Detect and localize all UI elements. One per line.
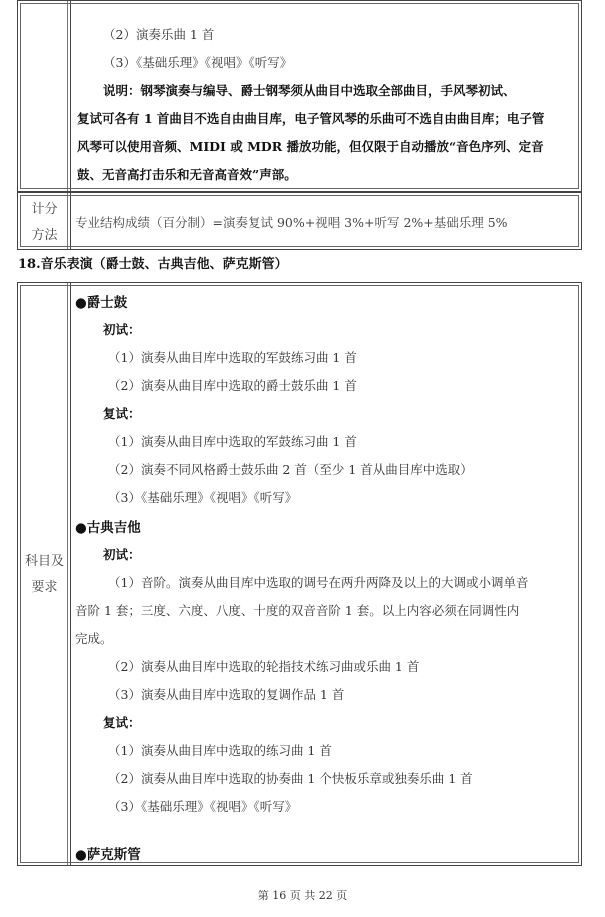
subject-label-line: 要求 — [31, 580, 58, 595]
section-heading: 18.音乐表演（爵士鼓、古典吉他、萨克斯管） — [18, 257, 288, 272]
list-item: （2）演奏从曲目库中选取的爵士鼓乐曲 1 首 — [108, 378, 357, 393]
list-item: （2）演奏从曲目库中选取的协奏曲 1 个快板乐章或独奏乐曲 1 首 — [108, 771, 473, 786]
scoring-content — [73, 193, 581, 249]
subject-label-cell — [18, 283, 71, 865]
scale-line: （1）音阶。演奏从曲目库中选取的调号在两升两降及以上的大调或小调单音 — [108, 575, 529, 590]
list-item: （2）演奏不同风格爵士鼓乐曲 2 首（至少 1 首从曲目库中选取） — [108, 462, 473, 477]
final-title: 复试： — [103, 715, 141, 730]
page-footer: 第 16 页 共 22 页 — [257, 889, 348, 902]
note-line: 说明：钢琴演奏与编导、爵士钢琴须从曲目中选取全部曲目，手风琴初试、 — [103, 83, 516, 98]
scoring-label-cell — [18, 193, 71, 249]
subject-content — [73, 283, 581, 865]
list-item: （3）《基础乐理》《视唱》《听写》 — [108, 799, 298, 814]
list-item: （3）《基础乐理》《视唱》《听写》 — [108, 490, 298, 505]
list-item: （3）演奏从曲目库中选取的复调作品 1 首 — [108, 687, 345, 702]
saxophone-title: ●萨克斯管 — [75, 847, 141, 863]
final-title: 复试： — [103, 406, 141, 421]
prelim-title: 初试： — [103, 322, 141, 337]
list-item: （1）演奏从曲目库中选取的军鼓练习曲 1 首 — [108, 434, 357, 449]
list-item: （2）演奏乐曲 1 首 — [103, 27, 215, 42]
requirements-content — [73, 1, 581, 191]
prelim-title: 初试： — [103, 547, 141, 562]
guitar-title: ●古典吉他 — [75, 520, 141, 536]
scoring-label-line: 方法 — [31, 228, 58, 243]
jazz-drum-title: ●爵士鼓 — [75, 295, 128, 311]
subject-label-line: 科目及 — [24, 554, 64, 569]
table-left-cell — [18, 1, 71, 191]
scoring-label-line: 计分 — [31, 202, 58, 217]
note-line: 鼓、无音高打击乐和无音高音效”声部。 — [77, 167, 297, 182]
list-item: （3）《基础乐理》《视唱》《听写》 — [103, 55, 293, 70]
list-item: （1）演奏从曲目库中选取的练习曲 1 首 — [108, 743, 332, 758]
scoring-formula: 专业结构成绩（百分制）=演奏复试 90%+视唱 3%+听写 2%+基础乐理 5% — [75, 215, 508, 230]
requirements-table-top — [17, 0, 582, 192]
scale-line: 音阶 1 套；三度、六度、八度、十度的双音音阶 1 套。以上内容必须在同调性内 — [75, 603, 520, 618]
scale-line: 完成。 — [75, 631, 113, 646]
note-line: 风琴可以使用音频、MIDI 或 MDR 播放功能，但仅限于自动播放“音色序列、定音 — [77, 139, 544, 154]
note-line: 复试可各有 1 首曲目不选自由曲目库，电子管风琴的乐曲可不选自由曲目库；电子管 — [77, 111, 545, 126]
requirements-table-main — [17, 282, 582, 866]
list-item: （2）演奏从曲目库中选取的轮指技术练习曲或乐曲 1 首 — [108, 659, 420, 674]
scoring-table — [17, 192, 582, 250]
list-item: （1）演奏从曲目库中选取的军鼓练习曲 1 首 — [108, 350, 357, 365]
